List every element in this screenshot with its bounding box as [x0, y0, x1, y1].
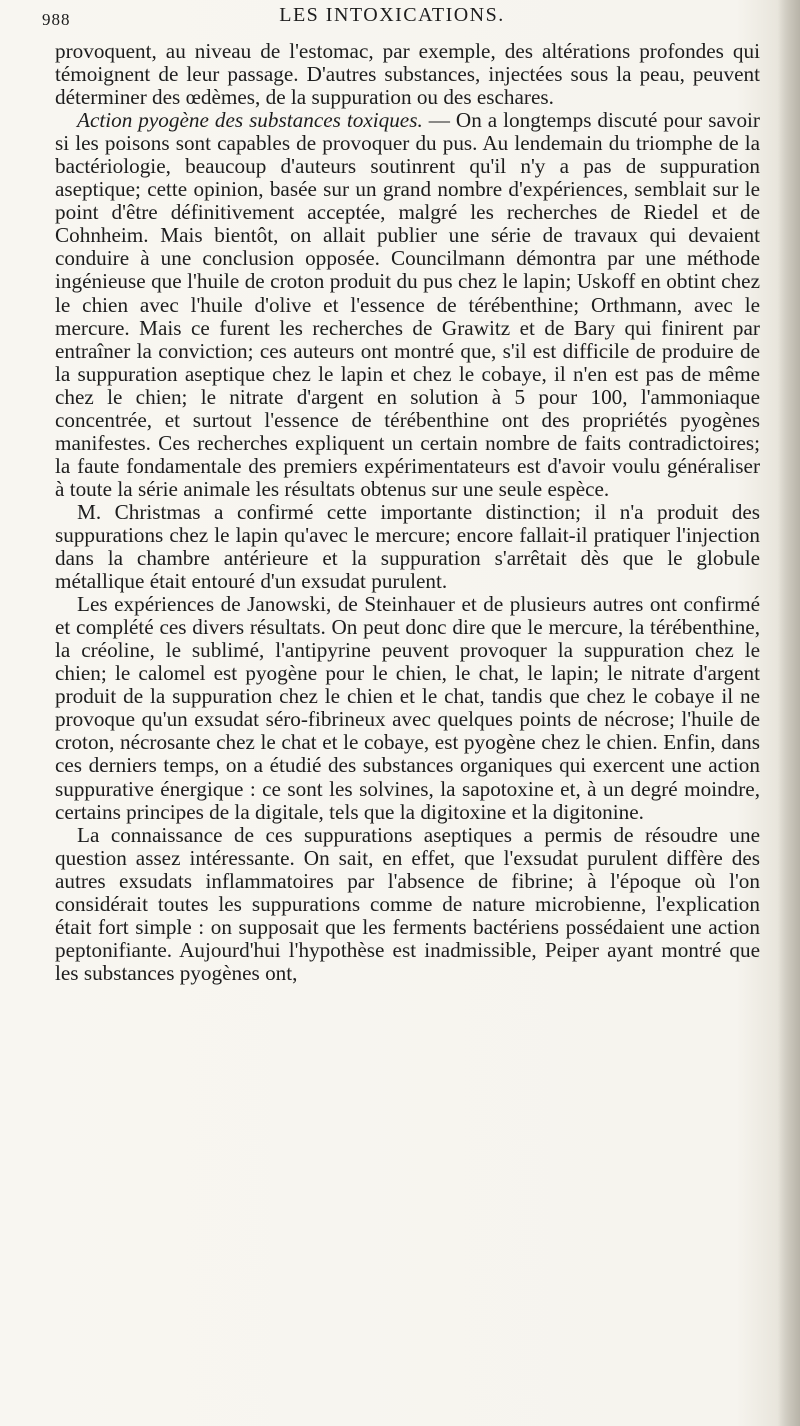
paragraph-christmas: M. Christmas a confirmé cette importante distinction; il n'a produit des suppurations chez le lapin qu'avec le mercure; encore fallait-il pratiquer l'injection dans la chambre antérieure et la suppuration s'arrêtait dès que le globule métallique était entouré d'un exsudat purulent. — [55, 499, 760, 594]
body-text — [55, 40, 760, 985]
paragraph-continued: provoquent, au niveau de l'estomac, par exemple, des altérations profondes qui témoignent de leur passage. D'autres substances, injectées sous la peau, peuvent déterminer des œdèmes, de la suppuration ou des eschares. — [55, 39, 760, 110]
section-heading: Action pyogène des substances toxiques. — [77, 108, 423, 133]
page-header — [42, 4, 742, 34]
section-text: — On a longtemps discuté pour savoir si les poisons sont capables de provoquer du pus. Au lendemain du triomphe de la bactériologie, beaucoup d'auteurs soutinrent qu'il n'y a pas de suppuration aseptique; cette opinion, basée sur un grand nombre d'expériences, semblait sur le point d'être définitivement acceptée, malgré les recherches de Riedel et de Cohnheim. Mais bientôt, on allait publier une série de travaux qui devaient conduire à une conclusion opposée. Councilmann démontra par une méthode ingénieuse que l'huile de croton produit du pus chez le lapin; Uskoff en obtint chez le chien avec l'huile d'olive et l'essence de térébenthine; Orthmann, avec le mercure. Mais ce furent les recherches de Grawitz et de Bary qui finirent par entraîner la conviction; ces auteurs ont montré que, s'il est difficile de produire de la suppuration aseptique chez le lapin et chez le cobaye, il n'en est pas de même chez le chien; le nitrate d'argent en solution à 5 pour 100, l'ammoniaque concentrée, et surtout l'essence de térébenthine ont des propriétés pyogènes manifestes. Ces recherches expliquent un certain nombre de faits contradictoires; la faute fondamentale des premiers expérimentateurs est d'avoir voulu généraliser à toute la série animale les résultats obtenus sur une seule espèce. — [55, 108, 760, 501]
paragraph-action-pyogene — [55, 109, 760, 501]
running-title: LES INTOXICATIONS. — [279, 4, 505, 26]
paragraph-connaissance: La connaissance de ces suppurations aseptiques a permis de résoudre une question assez intéressante. On sait, en effet, que l'exsudat purulent diffère des autres exsudats inflammatoires par l'absence de fibrine; à l'époque où l'on considérait toutes les suppurations comme de nature microbienne, l'explication était fort simple : on supposait que les ferments bactériens possédaient une action peptonifiante. Aujourd'hui l'hypothèse est inadmissible, Peiper ayant montré que les substances pyogènes ont, — [55, 822, 760, 985]
page-number: 988 — [42, 10, 71, 29]
paragraph-experiences: Les expériences de Janowski, de Steinhauer et de plusieurs autres ont confirmé et complété ces divers résultats. On peut donc dire que le mercure, la térébenthine, la créoline, le sublimé, l'antipyrine peuvent provoquer la suppuration chez le chien; le calomel est pyogène pour le chien, le chat, le lapin; le nitrate d'argent produit de la suppuration chez le chien et le chat, tandis que chez le cobaye il ne provoque qu'un exsudat séro-fibrineux avec quelques points de nécrose; l'huile de croton, nécrosante chez le chat et le cobaye, est pyogène chez le chien. Enfin, dans ces derniers temps, on a étudié des substances organiques qui exercent une action suppurative énergique : ce sont les solvines, la sapotoxine et, à un degré moindre, certains principes de la digitale, tels que la digitoxine et la digitonine. — [55, 592, 760, 824]
page-edge-shadow — [778, 0, 800, 1426]
